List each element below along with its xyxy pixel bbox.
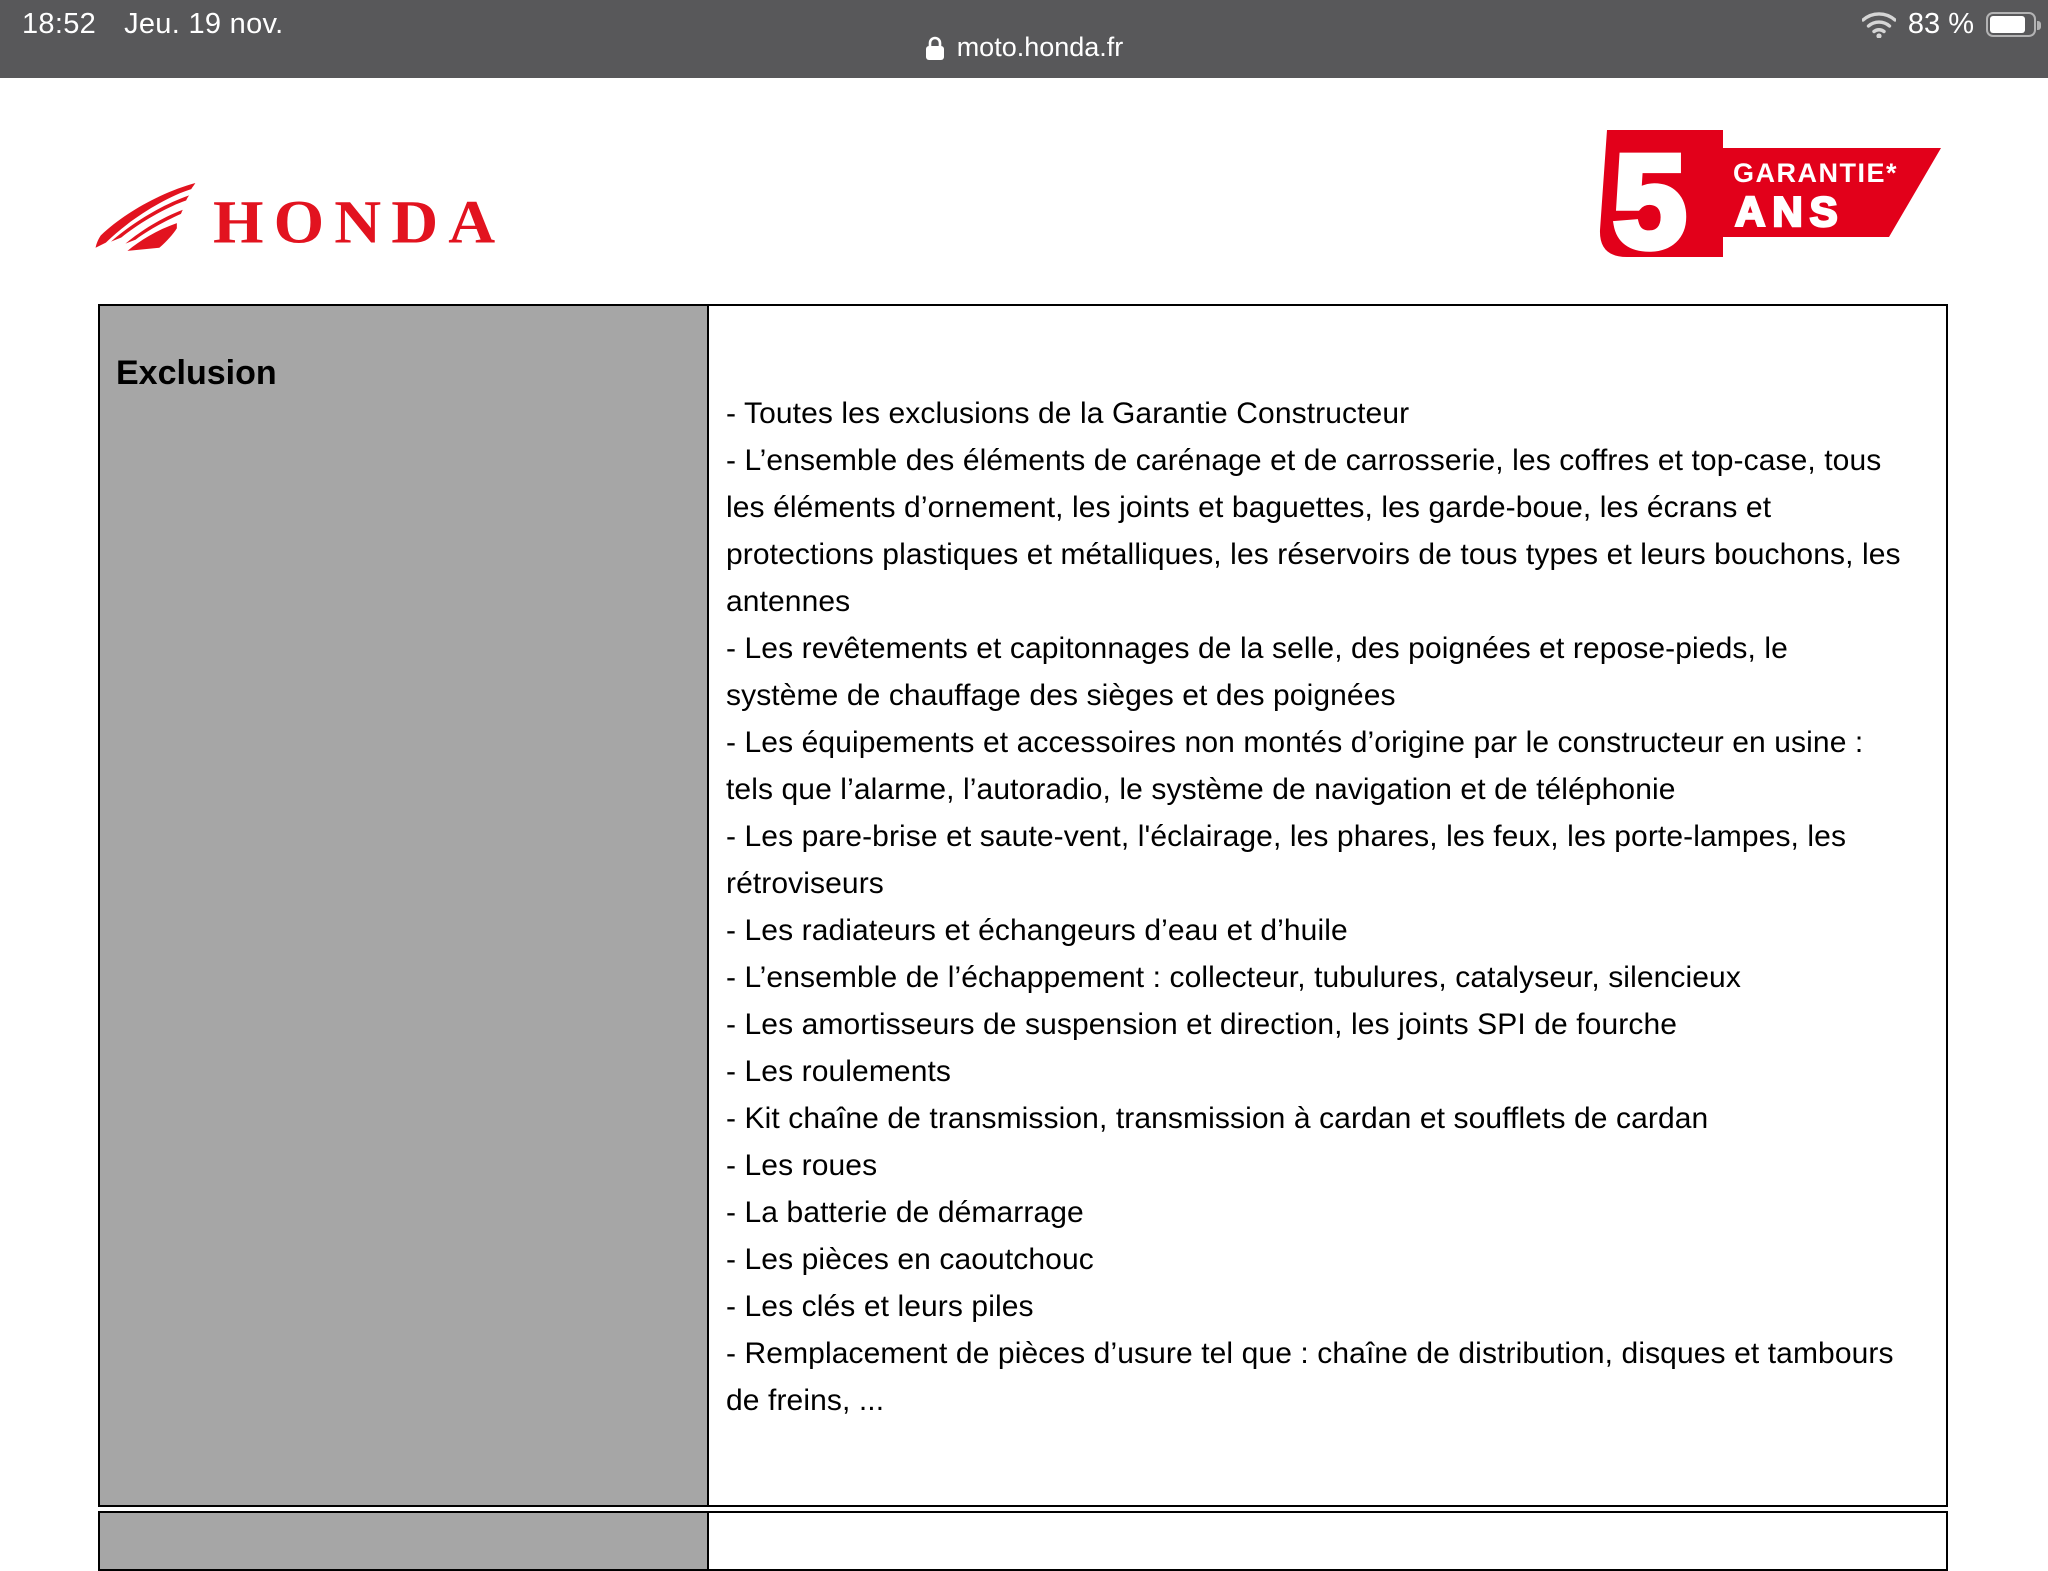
honda-wordmark: HONDA <box>213 187 506 257</box>
battery-icon <box>1986 12 2036 37</box>
battery-fill <box>1990 16 2025 33</box>
badge-ans-label: ANS <box>1735 188 1845 235</box>
status-bar <box>0 0 2048 78</box>
exclusion-item: - Les pare-brise et saute-vent, l'éclairage, les phares, les feux, les porte-lampes, les rétroviseurs <box>726 820 1847 900</box>
url-bar[interactable] <box>0 32 2048 63</box>
next-table-row-partial <box>98 1511 1948 1571</box>
warranty-badge <box>1595 126 1975 263</box>
exclusion-item: - Remplacement de pièces d’usure tel que : chaîne de distribution, disques et tambours de freins, ... <box>726 1337 1894 1417</box>
exclusion-item: - Les équipements et accessoires non montés d’origine par le constructeur en usine : tels que l’alarme, l’autoradio, le système de navigation et de téléphonie <box>726 726 1864 806</box>
battery-percent: 83 % <box>1907 8 1974 40</box>
next-row-label-cell <box>100 1513 709 1569</box>
badge-number: 5 <box>1613 128 1687 263</box>
exclusion-item: - Les pièces en caoutchouc <box>726 1243 1094 1276</box>
exclusion-item: - Les amortisseurs de suspension et direction, les joints SPI de fourche <box>726 1008 1678 1041</box>
exclusion-item: - Toutes les exclusions de la Garantie Constructeur <box>726 397 1410 430</box>
exclusion-list-cell <box>709 306 1946 1505</box>
exclusion-table <box>98 304 1948 1507</box>
badge-garantie-label: GARANTIE* <box>1733 158 1899 188</box>
status-right <box>1862 8 2036 41</box>
url-text: moto.honda.fr <box>956 32 1124 62</box>
exclusion-item: - Les roulements <box>726 1055 952 1088</box>
lock-icon <box>925 35 945 61</box>
exclusion-header-cell <box>100 306 709 1505</box>
honda-logo <box>95 183 506 257</box>
exclusion-item: - Kit chaîne de transmission, transmission à cardan et soufflets de cardan <box>726 1102 1709 1135</box>
battery-cap <box>2037 21 2041 30</box>
exclusion-item: - La batterie de démarrage <box>726 1196 1084 1229</box>
exclusion-item: - Les revêtements et capitonnages de la selle, des poignées et repose-pieds, le système de chauffage des sièges et des poignées <box>726 632 1788 712</box>
exclusion-title: Exclusion <box>116 354 277 392</box>
date: Jeu. 19 nov. <box>124 8 284 40</box>
exclusion-item: - L’ensemble de l’échappement : collecteur, tubulures, catalyseur, silencieux <box>726 961 1741 994</box>
clock: 18:52 <box>22 8 97 40</box>
honda-wing-icon <box>95 183 199 255</box>
exclusion-item: - Les clés et leurs piles <box>726 1290 1034 1323</box>
exclusion-item: - Les radiateurs et échangeurs d’eau et d’huile <box>726 914 1348 947</box>
exclusion-item: - Les roues <box>726 1149 878 1182</box>
exclusion-item: - L’ensemble des éléments de carénage et de carrosserie, les coffres et top-case, tous les éléments d’ornement, les joints et baguettes, les garde-boue, les écrans et protections plastiques et métalliques, les réservoirs de tous types et leurs bouchons, les antennes <box>726 444 1901 618</box>
wifi-icon <box>1862 12 1896 38</box>
